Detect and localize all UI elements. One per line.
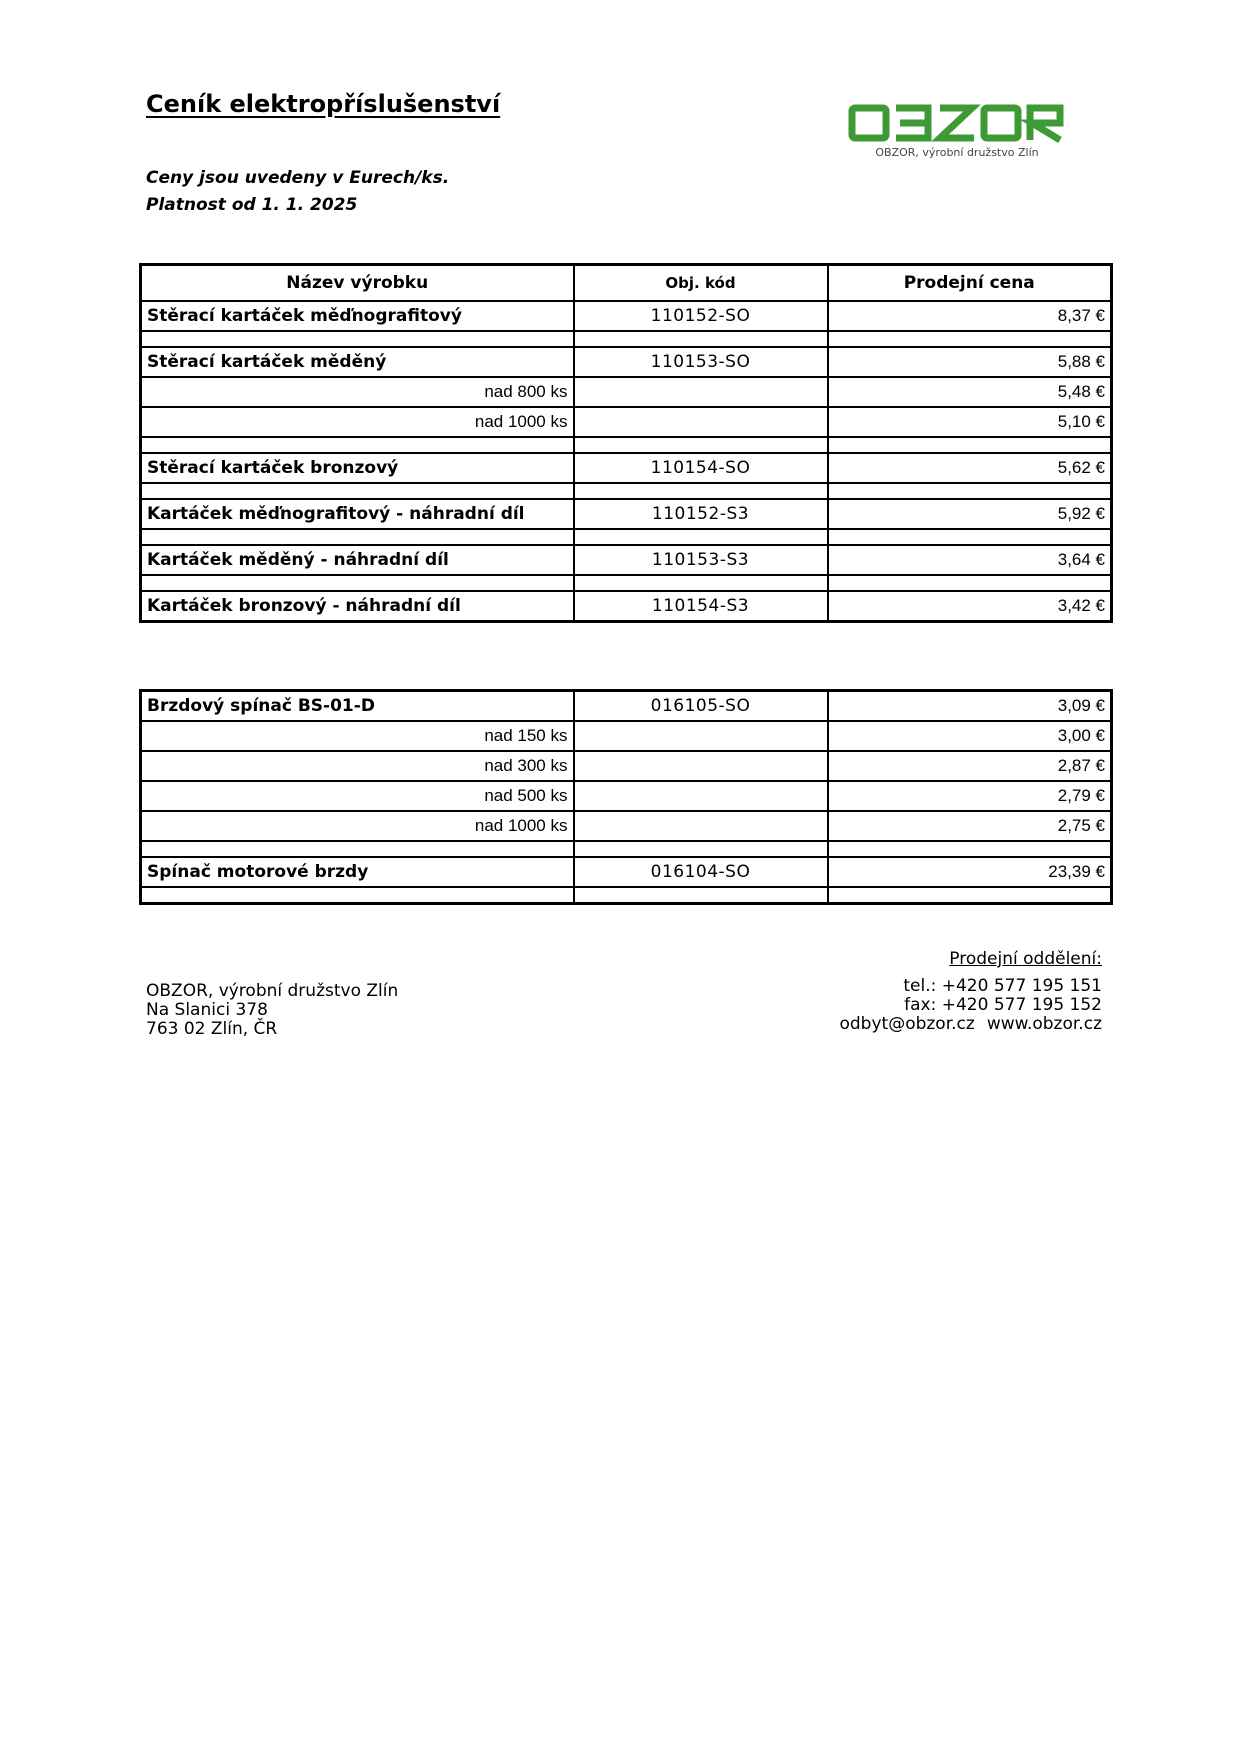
spacer-cell (574, 529, 828, 545)
company-name: OBZOR, výrobní družstvo Zlín (146, 981, 399, 1001)
product-name: Stěrací kartáček měďnografitový (141, 301, 574, 331)
order-code-empty (574, 721, 828, 751)
spacer-cell (828, 529, 1112, 545)
product-name: Kartáček měďnografitový - náhradní díl (141, 499, 574, 529)
order-code: 110153-S3 (574, 545, 828, 575)
spacer-cell (574, 841, 828, 857)
price-value: 8,37 € (828, 301, 1112, 331)
spacer-row (141, 331, 1112, 347)
obzor-logo-mark (848, 104, 1066, 144)
order-code: 110154-SO (574, 453, 828, 483)
spacer-cell (828, 887, 1112, 904)
product-row (141, 347, 1112, 377)
tier-price-value: 3,00 € (828, 721, 1112, 751)
order-code: 110152-S3 (574, 499, 828, 529)
product-row (141, 857, 1112, 887)
tier-price-value: 2,87 € (828, 751, 1112, 781)
order-code: 016104-SO (574, 857, 828, 887)
spacer-cell (574, 483, 828, 499)
email-web-line (839, 1015, 1102, 1034)
product-row (141, 591, 1112, 622)
order-code-empty (574, 781, 828, 811)
product-name: Kartáček měděný - náhradní díl (141, 545, 574, 575)
price-value: 3,42 € (828, 591, 1112, 622)
header-sale-price: Prodejní cena (828, 265, 1112, 302)
price-table-brushes (139, 263, 1113, 623)
quantity-tier-label: nad 300 ks (141, 751, 574, 781)
order-code-empty (574, 407, 828, 437)
spacer-cell (141, 331, 574, 347)
spacer-cell (574, 437, 828, 453)
spacer-cell (141, 483, 574, 499)
spacer-row (141, 575, 1112, 591)
quantity-tier-row (141, 377, 1112, 407)
spacer-cell (828, 331, 1112, 347)
quantity-tier-row (141, 811, 1112, 841)
product-name: Spínač motorové brzdy (141, 857, 574, 887)
quantity-tier-label: nad 1000 ks (141, 811, 574, 841)
spacer-cell (141, 887, 574, 904)
product-row (141, 691, 1112, 722)
spacer-cell (141, 841, 574, 857)
page-title: Ceník elektropříslušenství (146, 90, 501, 118)
order-code: 016105-SO (574, 691, 828, 722)
quantity-tier-label: nad 1000 ks (141, 407, 574, 437)
tier-price-value: 5,10 € (828, 407, 1112, 437)
header-order-code: Obj. kód (574, 265, 828, 302)
spacer-row (141, 887, 1112, 904)
quantity-tier-row (141, 781, 1112, 811)
sales-contact (839, 950, 1102, 1034)
spacer-cell (828, 841, 1112, 857)
spacer-cell (828, 483, 1112, 499)
spacer-cell (141, 529, 574, 545)
spacer-cell (828, 437, 1112, 453)
price-value: 5,92 € (828, 499, 1112, 529)
company-address (146, 982, 398, 1039)
quantity-tier-row (141, 751, 1112, 781)
quantity-tier-row (141, 721, 1112, 751)
product-row (141, 545, 1112, 575)
spacer-row (141, 529, 1112, 545)
logo-subtitle: OBZOR, výrobní družstvo Zlín (875, 146, 1039, 159)
spacer-row (141, 483, 1112, 499)
website-link[interactable]: www.obzor.cz (986, 1014, 1102, 1034)
price-value: 5,88 € (828, 347, 1112, 377)
product-name: Stěrací kartáček měděný (141, 347, 574, 377)
product-row (141, 453, 1112, 483)
currency-note: Ceny jsou uvedeny v Eurech/ks. (146, 168, 450, 188)
fax-number: fax: +420 577 195 152 (904, 995, 1102, 1015)
sales-department-label: Prodejní oddělení: (949, 949, 1102, 969)
spacer-cell (574, 331, 828, 347)
product-name: Brzdový spínač BS-01-D (141, 691, 574, 722)
spacer-cell (828, 575, 1112, 591)
spacer-row (141, 437, 1112, 453)
spacer-cell (574, 887, 828, 904)
quantity-tier-label: nad 500 ks (141, 781, 574, 811)
tier-price-value: 2,75 € (828, 811, 1112, 841)
tier-price-value: 2,79 € (828, 781, 1112, 811)
order-code-empty (574, 811, 828, 841)
tier-price-value: 5,48 € (828, 377, 1112, 407)
quantity-tier-label: nad 150 ks (141, 721, 574, 751)
product-row (141, 301, 1112, 331)
quantity-tier-label: nad 800 ks (141, 377, 574, 407)
email-link[interactable]: odbyt@obzor.cz (839, 1014, 975, 1034)
validity-note: Platnost od 1. 1. 2025 (146, 195, 358, 215)
spacer-cell (141, 437, 574, 453)
order-code: 110153-SO (574, 347, 828, 377)
product-row (141, 499, 1112, 529)
quantity-tier-row (141, 407, 1112, 437)
price-value: 3,09 € (828, 691, 1112, 722)
phone-number: tel.: +420 577 195 151 (903, 976, 1102, 996)
product-name: Stěrací kartáček bronzový (141, 453, 574, 483)
spacer-cell (574, 575, 828, 591)
price-value: 5,62 € (828, 453, 1112, 483)
price-value: 3,64 € (828, 545, 1112, 575)
order-code: 110154-S3 (574, 591, 828, 622)
product-name: Kartáček bronzový - náhradní díl (141, 591, 574, 622)
obzor-logo (848, 104, 1066, 159)
order-code: 110152-SO (574, 301, 828, 331)
price-table-brake-switches (139, 689, 1113, 905)
company-street: Na Slanici 378 (146, 1000, 268, 1020)
order-code-empty (574, 751, 828, 781)
spacer-row (141, 841, 1112, 857)
header-product-name: Název výrobku (141, 265, 574, 302)
company-city: 763 02 Zlín, ČR (146, 1019, 278, 1039)
spacer-cell (141, 575, 574, 591)
price-value: 23,39 € (828, 857, 1112, 887)
order-code-empty (574, 377, 828, 407)
